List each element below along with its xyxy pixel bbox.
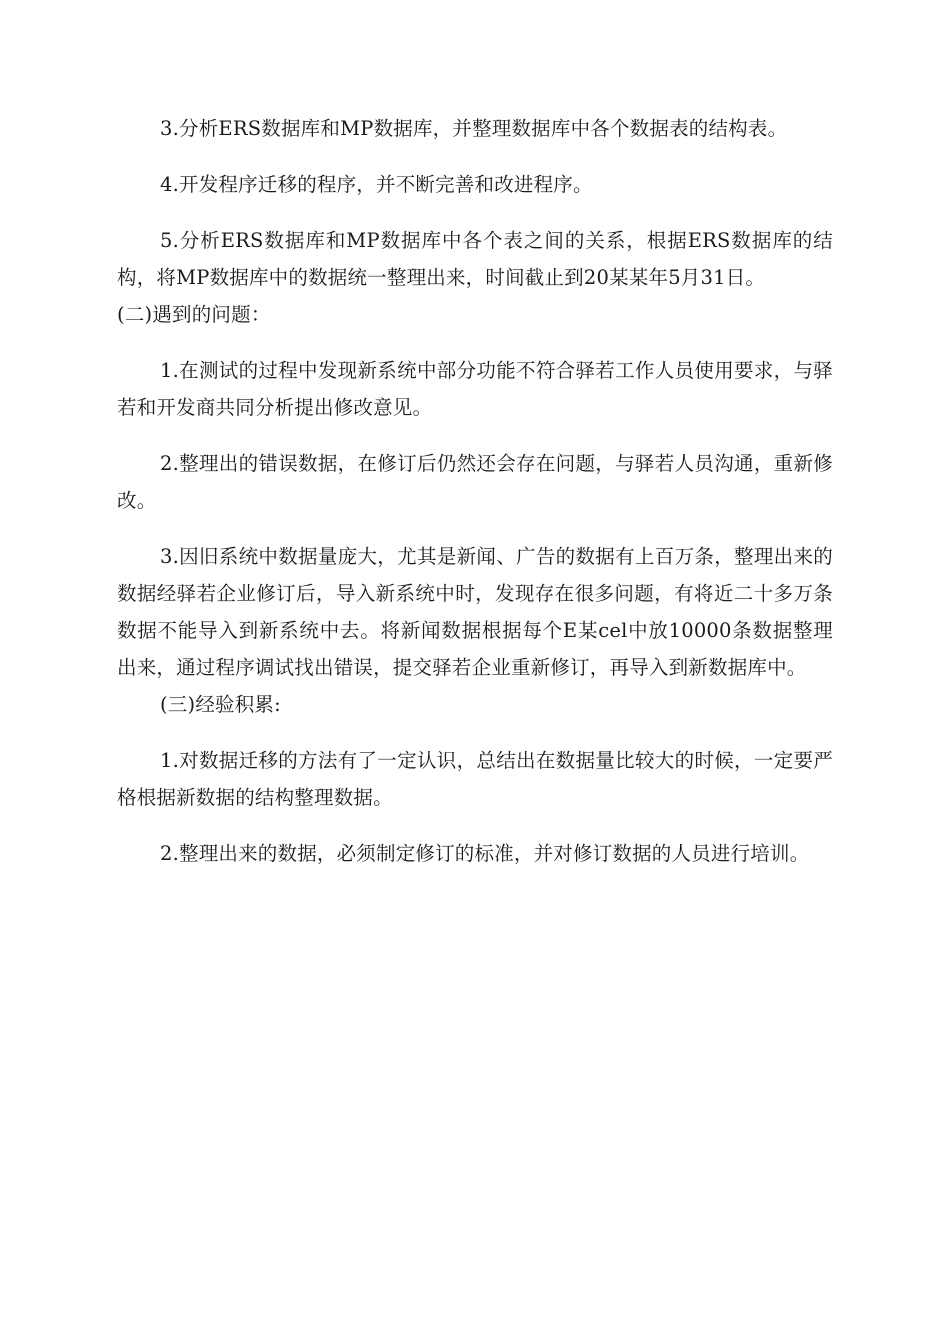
paragraph-problem-1: 1.在测试的过程中发现新系统中部分功能不符合驿若工作人员使用要求，与驿若和开发商共同分析提出修改意见。 — [117, 359, 833, 419]
paragraph-problem-2: 2.整理出的错误数据，在修订后仍然还会存在问题，与驿若人员沟通，重新修改。 — [117, 452, 833, 512]
paragraph-experience-1: 1.对数据迁移的方法有了一定认识，总结出在数据量比较大的时候，一定要严格根据新数据的结构整理数据。 — [117, 749, 833, 809]
paragraph-experience-2: 2.整理出来的数据，必须制定修订的标准，并对修订数据的人员进行培训。 — [160, 842, 810, 865]
section-heading-experience: (三)经验积累: — [160, 693, 281, 716]
paragraph-problem-3: 3.因旧系统中数据量庞大，尤其是新闻、广告的数据有上百万条，整理出来的数据经驿若企业修订后，导入新系统中时，发现存在很多问题，有将近二十多万条数据不能导入到新系统中去。将新闻数据根据每个E某cel中放10000条数据整理出来，通过程序调试找出错误，提交驿若企业重新修订，再导入到新数据库中。 — [117, 545, 833, 679]
section-heading-problems: (二)遇到的问题： — [117, 303, 271, 326]
paragraph-migration-program: 4.开发程序迁移的程序，并不断完善和改进程序。 — [160, 173, 593, 196]
document-page — [117, 110, 833, 872]
paragraph-table-relations: 5.分析ERS数据库和MP数据库中各个表之间的关系，根据ERS数据库的结构，将MP数据库中的数据统一整理出来，时间截止到20某某年5月31日。 — [117, 229, 833, 289]
paragraph-ers-mp-structure: 3.分析ERS数据库和MP数据库，并整理数据库中各个数据表的结构表。 — [160, 117, 788, 140]
